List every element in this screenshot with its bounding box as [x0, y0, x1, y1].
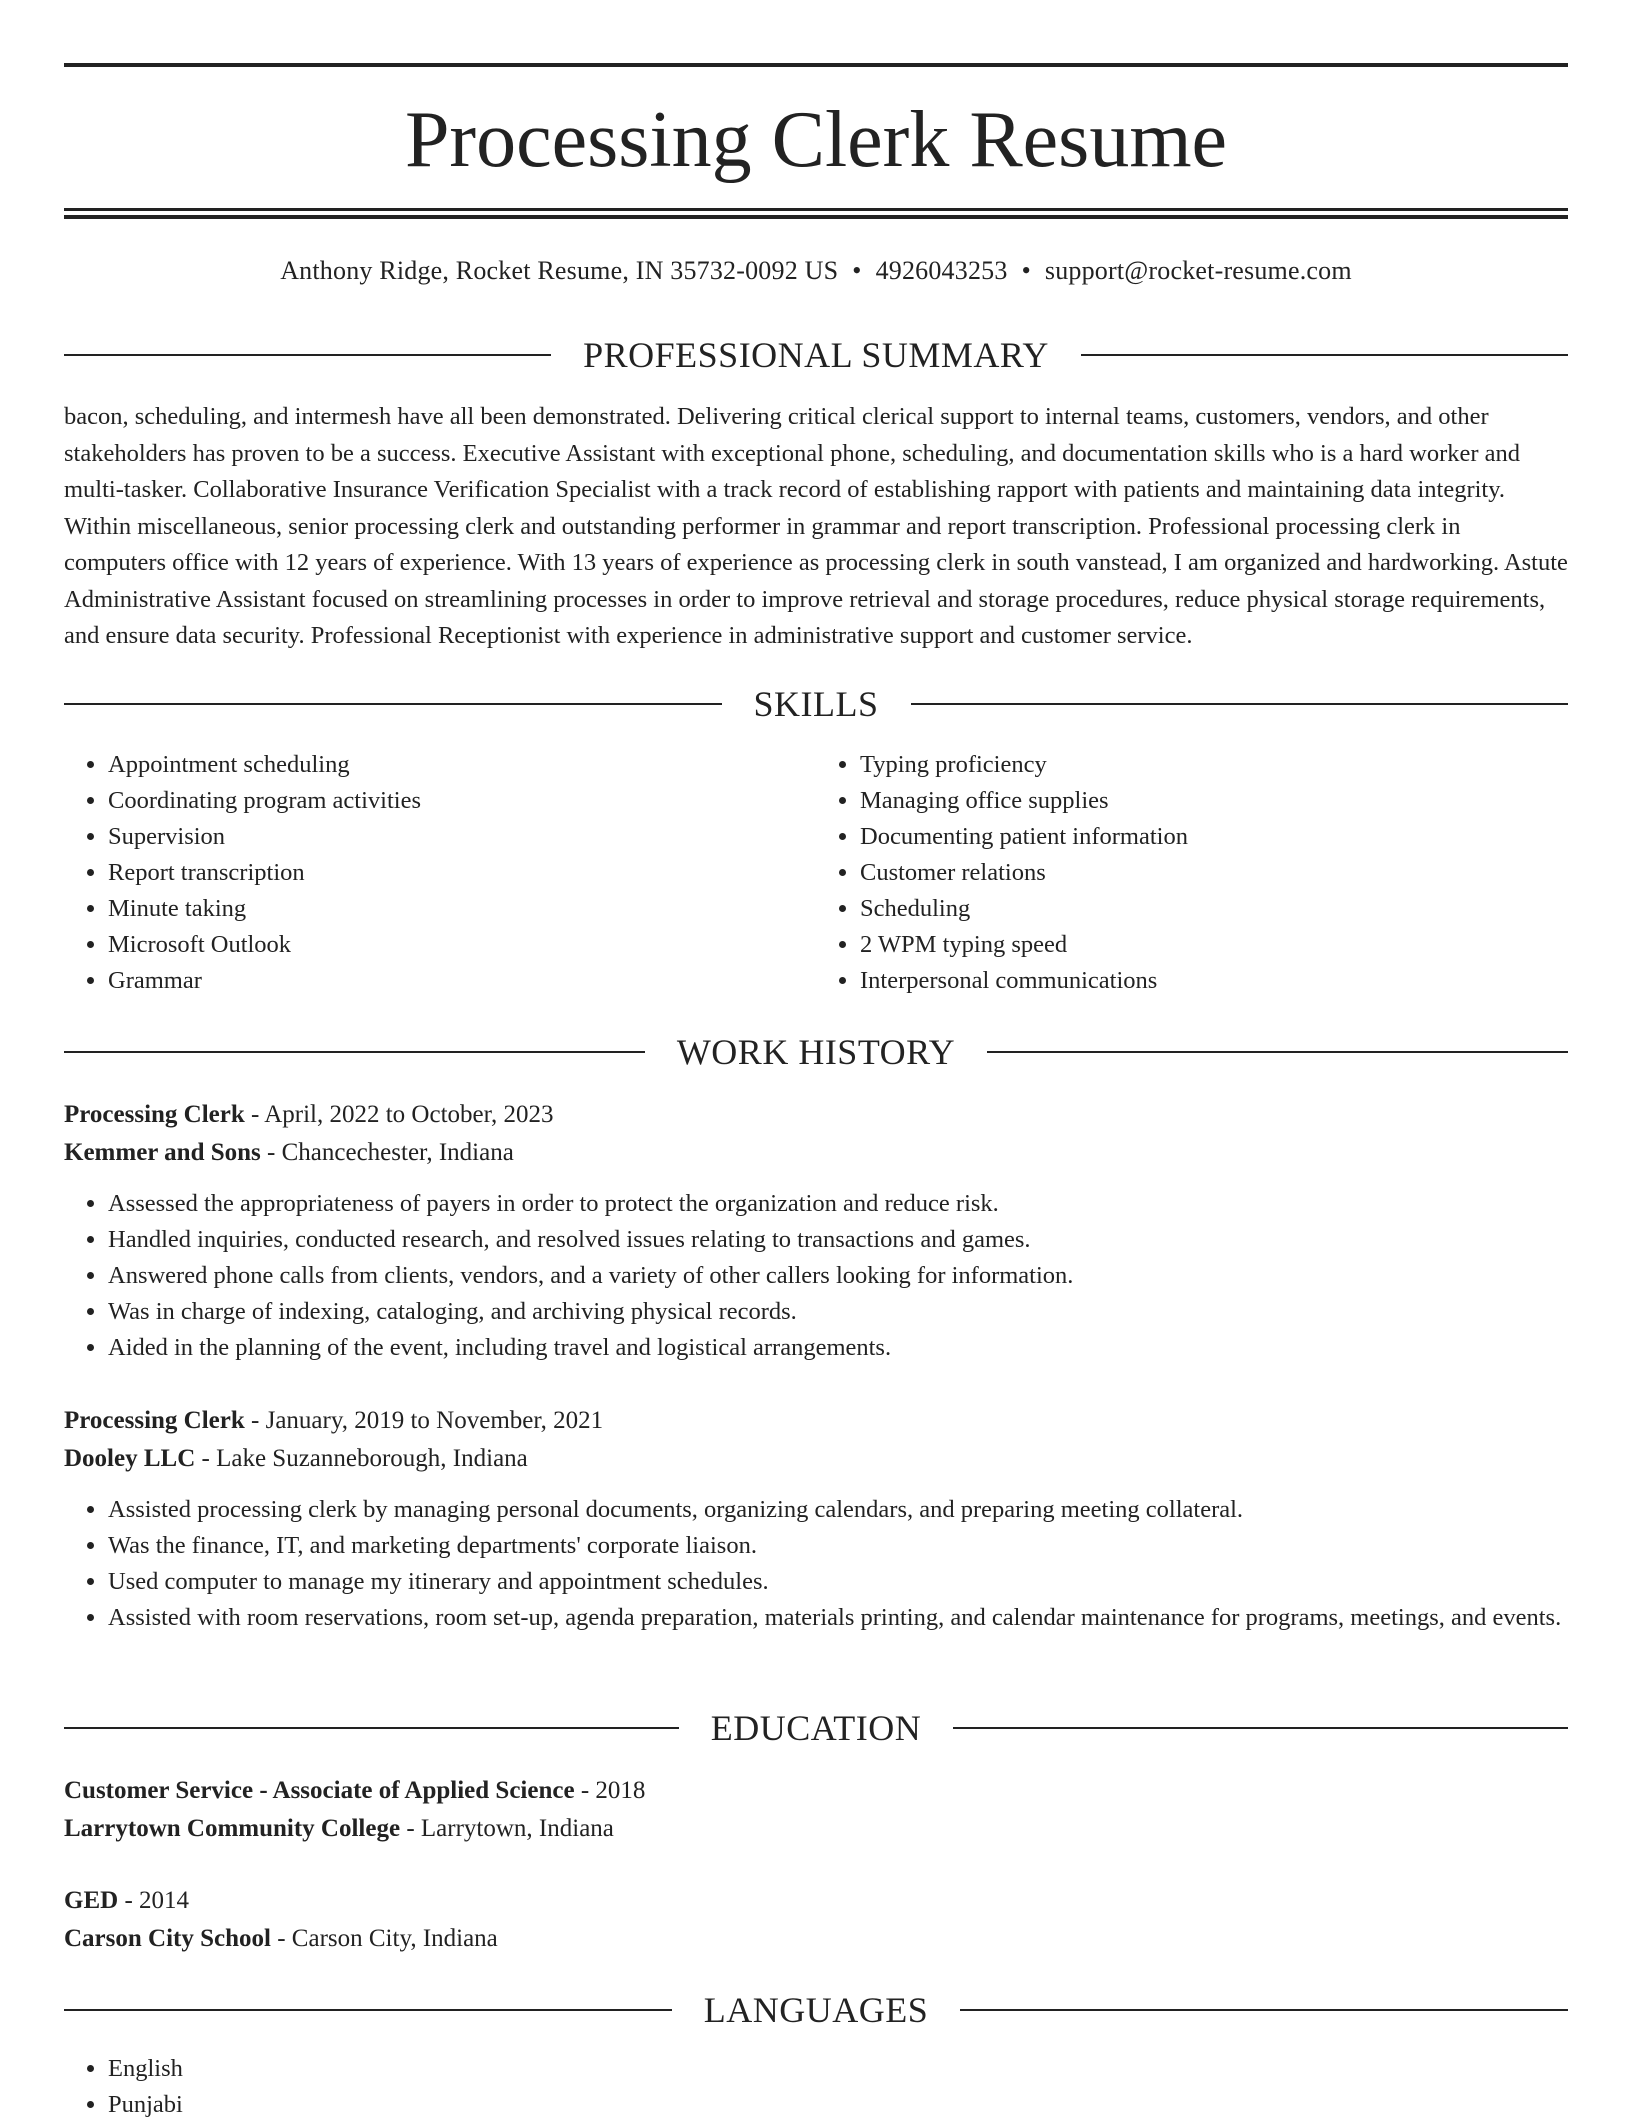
skill-item: • Report transcription — [108, 855, 816, 891]
section-header-summary — [64, 333, 1568, 377]
contact-email: support@rocket-resume.com — [1044, 256, 1352, 285]
divider — [960, 2009, 1568, 2011]
contact-separator: • — [1021, 256, 1031, 285]
job-entry — [64, 1402, 1568, 1636]
education-degree-line: GED - 2014 — [64, 1887, 190, 1914]
job-duty: • Was the finance, IT, and marketing departments' corporate liaison. — [108, 1528, 1568, 1564]
job-location: Chancechester, Indiana — [281, 1139, 514, 1166]
section-title-skills: SKILLS — [753, 684, 879, 724]
job-location: Lake Suzanneborough, Indiana — [216, 1445, 528, 1472]
job-duty: • Used computer to manage my itinerary and appointment schedules. — [108, 1564, 1568, 1600]
title-double-rule — [64, 208, 1568, 219]
job-dates: January, 2019 to November, 2021 — [265, 1407, 604, 1434]
job-duty: • Was in charge of indexing, cataloging, and archiving physical records. — [108, 1294, 1568, 1330]
education-year: 2014 — [139, 1887, 190, 1914]
job-duties — [64, 1492, 1568, 1636]
job-heading: Processing Clerk - April, 2022 to October, 2023 — [64, 1101, 554, 1128]
skill-item: • Documenting patient information — [860, 819, 1568, 855]
skill-item: • 2 WPM typing speed — [860, 927, 1568, 963]
contact-separator: • — [852, 256, 862, 285]
skill-item: • Microsoft Outlook — [108, 927, 816, 963]
section-title-work: WORK HISTORY — [676, 1032, 956, 1072]
education-degree: Customer Service - Associate of Applied Science — [64, 1777, 575, 1804]
divider — [911, 703, 1569, 705]
job-duty: • Assessed the appropriateness of payers in order to protect the organization and reduce risk. — [108, 1186, 1568, 1222]
skill-item: • Scheduling — [860, 891, 1568, 927]
section-header-education — [64, 1706, 1568, 1750]
skills-column-right — [816, 747, 1568, 999]
skill-item: • Managing office supplies — [860, 783, 1568, 819]
job-duty: • Assisted with room reservations, room set-up, agenda preparation, materials printing, and calendar maintenance for programs, meetings, and events. — [108, 1600, 1568, 1636]
job-heading: Processing Clerk - January, 2019 to November, 2021 — [64, 1407, 604, 1434]
skill-item: • Customer relations — [860, 855, 1568, 891]
divider — [64, 703, 722, 705]
section-header-work — [64, 1030, 1568, 1074]
section-header-skills — [64, 682, 1568, 726]
education-location: Carson City, Indiana — [291, 1925, 498, 1952]
job-duty: • Assisted processing clerk by managing personal documents, organizing calendars, and preparing meeting collateral. — [108, 1492, 1568, 1528]
contact-line — [64, 254, 1568, 288]
contact-address: Anthony Ridge, Rocket Resume, IN 35732-0092 US — [280, 256, 839, 285]
education-school: Carson City School — [64, 1925, 271, 1952]
skill-item: • Appointment scheduling — [108, 747, 816, 783]
job-employer: Dooley LLC - Lake Suzanneborough, Indiana — [64, 1445, 528, 1472]
education-school: Larrytown Community College — [64, 1815, 401, 1842]
job-title: Processing Clerk — [64, 1407, 245, 1434]
section-header-languages — [64, 1988, 1568, 2032]
skill-item: • Grammar — [108, 963, 816, 999]
summary-text: bacon, scheduling, and intermesh have all been demonstrated. Delivering critical clerical support to internal teams, customers, vendors, and other stakeholders has proven to be a success. Executive Assistant with exceptional phone, scheduling, and documentation skills who is a hard worker and multi-tasker. Collaborative Insurance Verification Specialist with a track record of establishing rapport with patients and maintaining data integrity. Within miscellaneous, senior processing clerk and outstanding performer in grammar and report transcription. Professional processing clerk in computers office with 12 years of experience. With 13 years of experience as processing clerk in south vanstead, I am organized and hardworking. Astute Administrative Assistant focused on streamlining processes in order to improve retrieval and storage procedures, reduce physical storage requirements, and ensure data security. Professional Receptionist with experience in administrative support and customer service. — [64, 403, 1568, 649]
top-rule — [64, 63, 1568, 67]
section-title-languages: LANGUAGES — [703, 1990, 929, 2030]
job-title: Processing Clerk — [64, 1101, 245, 1128]
education-school-line: Carson City School - Carson City, Indiana — [64, 1925, 498, 1952]
page-title: Processing Clerk Resume — [404, 96, 1228, 184]
divider — [1081, 354, 1568, 356]
section-title-summary: PROFESSIONAL SUMMARY — [583, 335, 1049, 375]
education-entry — [64, 1882, 1568, 1958]
skill-item: • Interpersonal communications — [860, 963, 1568, 999]
skill-item: • Supervision — [108, 819, 816, 855]
skills-column-left — [64, 747, 816, 999]
job-company: Dooley LLC — [64, 1445, 196, 1472]
job-entry — [64, 1096, 1568, 1366]
job-dates: April, 2022 to October, 2023 — [264, 1101, 554, 1128]
divider — [64, 354, 551, 356]
job-duty: • Answered phone calls from clients, vendors, and a variety of other callers looking for information. — [108, 1258, 1568, 1294]
education-year: 2018 — [595, 1777, 646, 1804]
skill-item: • Typing proficiency — [860, 747, 1568, 783]
education-degree: GED — [64, 1887, 119, 1914]
education-entry — [64, 1772, 1568, 1848]
section-title-education: EDUCATION — [710, 1708, 922, 1748]
divider — [64, 1051, 645, 1053]
job-employer: Kemmer and Sons - Chancechester, Indiana — [64, 1139, 514, 1166]
divider — [64, 1727, 679, 1729]
languages-list — [64, 2051, 1568, 2123]
skills-list — [64, 747, 1568, 999]
language-item: • Punjabi — [108, 2087, 1568, 2123]
divider — [987, 1051, 1568, 1053]
job-company: Kemmer and Sons — [64, 1139, 261, 1166]
job-duty: • Aided in the planning of the event, including travel and logistical arrangements. — [108, 1330, 1568, 1366]
language-item: • English — [108, 2051, 1568, 2087]
education-degree-line: Customer Service - Associate of Applied Science - 2018 — [64, 1777, 646, 1804]
job-duty: • Handled inquiries, conducted research, and resolved issues relating to transactions and games. — [108, 1222, 1568, 1258]
education-school-line: Larrytown Community College - Larrytown, Indiana — [64, 1815, 614, 1842]
divider — [64, 2009, 672, 2011]
skill-item: • Coordinating program activities — [108, 783, 816, 819]
divider — [953, 1727, 1568, 1729]
contact-phone: 4926043253 — [875, 256, 1008, 285]
skill-item: • Minute taking — [108, 891, 816, 927]
education-location: Larrytown, Indiana — [420, 1815, 614, 1842]
job-duties — [64, 1186, 1568, 1366]
